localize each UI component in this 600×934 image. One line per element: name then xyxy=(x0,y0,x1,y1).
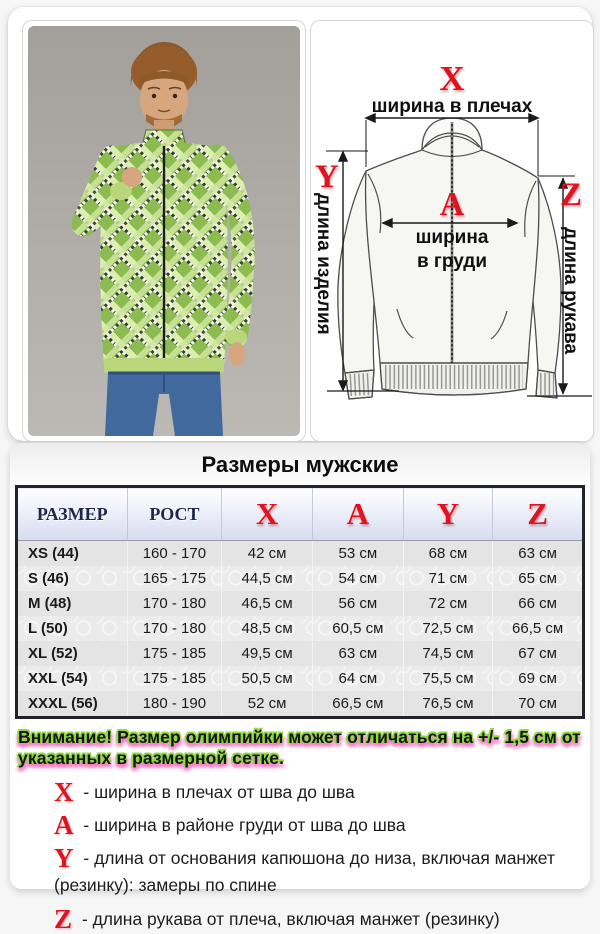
dim-label-chest-width-line1: ширина xyxy=(415,227,489,248)
dim-label-sleeve-length: длина рукава xyxy=(560,227,581,355)
z-cell: 66,5 см xyxy=(493,616,584,641)
model-photo xyxy=(28,26,300,436)
size-cell: M (48) xyxy=(17,591,128,616)
size-info-card xyxy=(10,443,590,934)
size-table xyxy=(15,485,585,719)
x-cell: 42 см xyxy=(222,541,313,567)
height-cell: 180 - 190 xyxy=(127,691,222,718)
legend-letter-y: Y xyxy=(54,843,74,874)
dim-letter-x: X xyxy=(439,59,465,98)
z-cell: 67 см xyxy=(493,641,584,666)
y-cell: 72,5 см xyxy=(403,616,493,641)
a-cell: 60,5 см xyxy=(312,616,403,641)
legend-letter-z: Z xyxy=(54,903,73,934)
y-cell: 68 см xyxy=(403,541,493,567)
legend-item-a xyxy=(54,812,559,839)
x-cell: 48,5 см xyxy=(222,616,313,641)
z-cell: 70 см xyxy=(493,691,584,718)
legend-item-y xyxy=(54,845,559,899)
dim-label-chest-width-line2: в груди xyxy=(416,251,488,272)
a-cell: 66,5 см xyxy=(312,691,403,718)
table-row xyxy=(17,541,584,567)
dim-label-garment-length: длина изделия xyxy=(313,193,334,335)
a-cell: 56 см xyxy=(312,591,403,616)
a-cell: 53 см xyxy=(312,541,403,567)
top-card xyxy=(8,7,592,441)
table-header-row xyxy=(17,487,584,541)
col-header-x: X xyxy=(222,487,313,541)
model-photo-panel xyxy=(22,20,306,442)
legend-text-y: - длина от основания капюшона до низа, включая манжет (резинку): замеры по спине xyxy=(54,848,555,896)
y-cell: 75,5 см xyxy=(403,666,493,691)
col-header-a: A xyxy=(312,487,403,541)
legend-text-x: - ширина в плечах от шва до шва xyxy=(83,782,355,802)
col-header-size: РАЗМЕР xyxy=(17,487,128,541)
legend-text-z: - длина рукава от плеча, включая манжет (резинку) xyxy=(81,908,500,929)
a-cell: 63 см xyxy=(312,641,403,666)
x-cell: 44,5 см xyxy=(222,566,313,591)
z-cell: 69 см xyxy=(493,666,584,691)
height-cell: 165 - 175 xyxy=(127,566,222,591)
height-cell: 175 - 185 xyxy=(127,666,222,691)
dim-letter-z: Z xyxy=(560,177,583,213)
table-row xyxy=(17,641,584,666)
size-cell: XXL (54) xyxy=(17,666,128,691)
dim-label-shoulder-width: ширина в плечах xyxy=(371,96,533,117)
z-cell: 65 см xyxy=(493,566,584,591)
y-cell: 71 см xyxy=(403,566,493,591)
table-row xyxy=(17,591,584,616)
legend-item-z xyxy=(54,903,559,934)
x-cell: 46,5 см xyxy=(222,591,313,616)
size-cell: XL (52) xyxy=(17,641,128,666)
a-cell: 54 см xyxy=(312,566,403,591)
legend-text-a: - ширина в районе груди от шва до шва xyxy=(83,815,406,836)
z-cell: 63 см xyxy=(493,541,584,567)
size-warning-note: Внимание! Размер олимпийки может отличаться на +/- 1,5 см от указанных в размерной сетке. xyxy=(18,727,581,768)
col-header-y: Y xyxy=(403,487,493,541)
table-row xyxy=(17,666,584,691)
z-cell: 66 см xyxy=(493,591,584,616)
measurement-legend xyxy=(54,779,559,933)
height-cell: 170 - 180 xyxy=(127,616,222,641)
size-cell: L (50) xyxy=(17,616,128,641)
height-cell: 175 - 185 xyxy=(127,641,222,666)
legend-letter-a: A xyxy=(54,810,74,841)
x-cell: 52 см xyxy=(222,691,313,718)
legend-letter-x: X xyxy=(54,777,74,807)
y-cell: 76,5 см xyxy=(403,691,493,718)
a-cell: 64 см xyxy=(312,666,403,691)
y-cell: 74,5 см xyxy=(403,641,493,666)
measurement-diagram-panel xyxy=(310,20,594,442)
x-cell: 49,5 см xyxy=(222,641,313,666)
table-row xyxy=(17,616,584,641)
table-row xyxy=(17,566,584,591)
dim-letter-a: A xyxy=(439,186,465,223)
col-header-height: РОСТ xyxy=(127,487,222,541)
y-cell: 72 см xyxy=(403,591,493,616)
col-header-z: Z xyxy=(493,487,584,541)
legend-item-x xyxy=(54,779,559,806)
section-title: Размеры мужские xyxy=(201,452,399,477)
table-row xyxy=(17,691,584,718)
size-cell: XS (44) xyxy=(17,541,128,567)
height-cell: 170 - 180 xyxy=(127,591,222,616)
size-cell: XXXL (56) xyxy=(17,691,128,718)
x-cell: 50,5 см xyxy=(222,666,313,691)
height-cell: 160 - 170 xyxy=(127,541,222,567)
dim-letter-y: Y xyxy=(315,159,339,195)
size-cell: S (46) xyxy=(17,566,128,591)
